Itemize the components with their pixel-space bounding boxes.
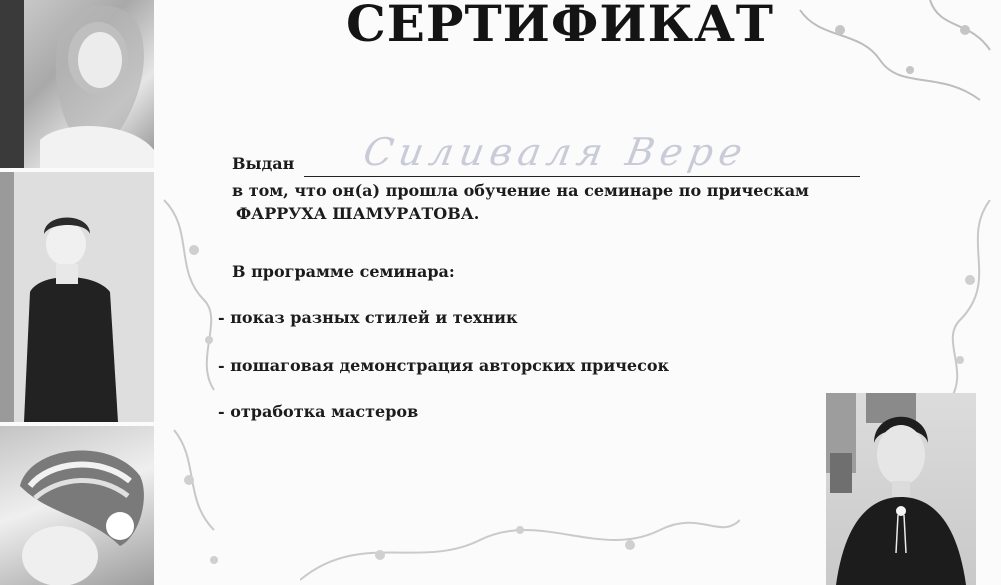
program-item: - показ разных стилей и техник — [218, 308, 518, 327]
recipient-name-handwritten: Силиваля Вере — [360, 130, 752, 174]
completion-statement: в том, что он(а) прошла обучение на семинаре по прическам — [232, 181, 809, 200]
floral-ornament-right — [900, 200, 1001, 400]
issued-to-row — [232, 130, 872, 180]
photo-strip — [0, 0, 154, 585]
program-item: - отработка мастеров — [218, 402, 419, 421]
signature-line — [304, 176, 860, 177]
trainer-portrait-photo — [826, 393, 976, 585]
certificate-title: СЕРТИФИКАТ — [345, 0, 775, 53]
floral-ornament-left — [154, 0, 244, 585]
updo-hairstyle-photo — [0, 426, 154, 585]
program-heading: В программе семинара: — [232, 262, 455, 281]
issued-label: Выдан — [232, 154, 295, 173]
bride-hairstyle-photo — [0, 0, 154, 168]
floral-ornament-bottom — [300, 470, 740, 585]
model-in-black-dress-photo — [0, 172, 154, 422]
program-item: - пошаговая демонстрация авторских причесок — [218, 356, 670, 375]
trainer-name: ФАРРУХА ШАМУРАТОВА. — [236, 204, 480, 223]
